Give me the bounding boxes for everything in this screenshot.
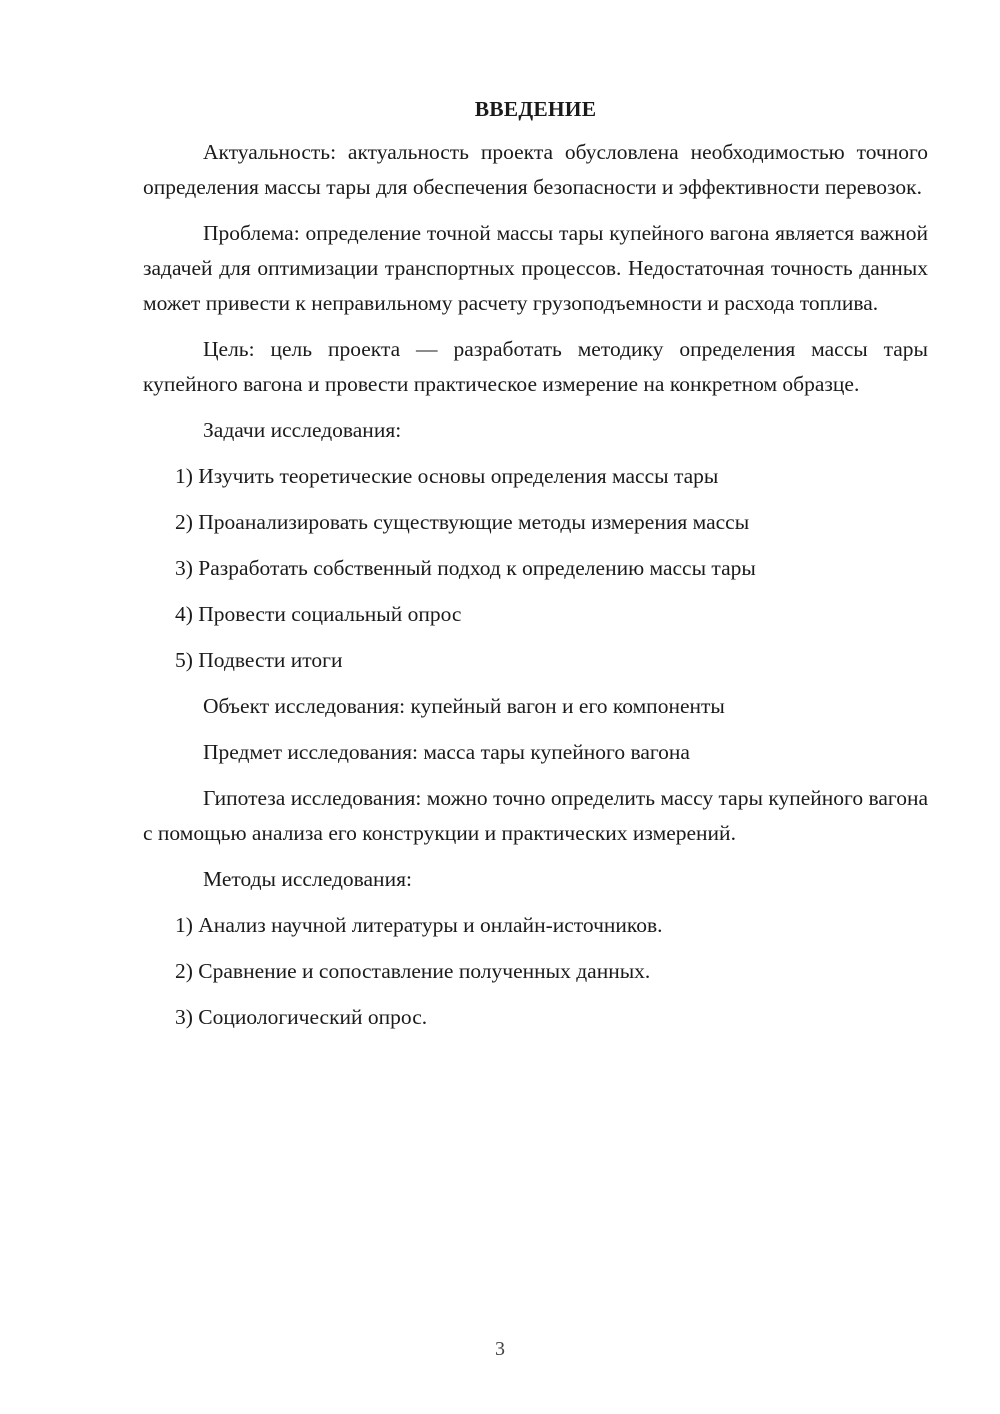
goal-paragraph: Цель: цель проекта — разработать методику определения массы тары купейного вагона и провести практическое измерение на конкретном образце. <box>143 337 928 396</box>
list-item: 2) Сравнение и сопоставление полученных данных. <box>175 959 651 983</box>
hypothesis-paragraph: Гипотеза исследования: можно точно определить массу тары купейного вагона с помощью анализа его конструкции и практических измерений. <box>143 786 928 845</box>
list-item: 3) Социологический опрос. <box>175 1005 428 1029</box>
subject-paragraph: Предмет исследования: масса тары купейного вагона <box>203 740 690 764</box>
page-content <box>143 92 928 1046</box>
list-item: 5) Подвести итоги <box>175 648 343 672</box>
list-item: 1) Анализ научной литературы и онлайн-источников. <box>175 913 663 937</box>
list-item: 1) Изучить теоретические основы определения массы тары <box>175 464 719 488</box>
page-number: 3 <box>495 1338 505 1360</box>
page-title: ВВЕДЕНИЕ <box>474 97 597 121</box>
list-item: 4) Провести социальный опрос <box>175 602 462 626</box>
object-paragraph: Объект исследования: купейный вагон и его компоненты <box>203 694 725 718</box>
list-item: 2) Проанализировать существующие методы измерения массы <box>175 510 750 534</box>
methods-list <box>143 908 928 1035</box>
tasks-heading: Задачи исследования: <box>203 418 402 442</box>
problem-paragraph: Проблема: определение точной массы тары купейного вагона является важной задачей для оптимизации транспортных процессов. Недостаточная точность данных может привести к неправильному расчету грузоподъемности и расхода топлива. <box>143 221 928 315</box>
relevance-paragraph: Актуальность: актуальность проекта обусловлена необходимостью точного определения массы тары для обеспечения безопасности и эффективности перевозок. <box>143 140 928 199</box>
list-item: 3) Разработать собственный подход к определению массы тары <box>175 556 756 580</box>
tasks-list <box>143 459 928 678</box>
methods-heading: Методы исследования: <box>203 867 412 891</box>
